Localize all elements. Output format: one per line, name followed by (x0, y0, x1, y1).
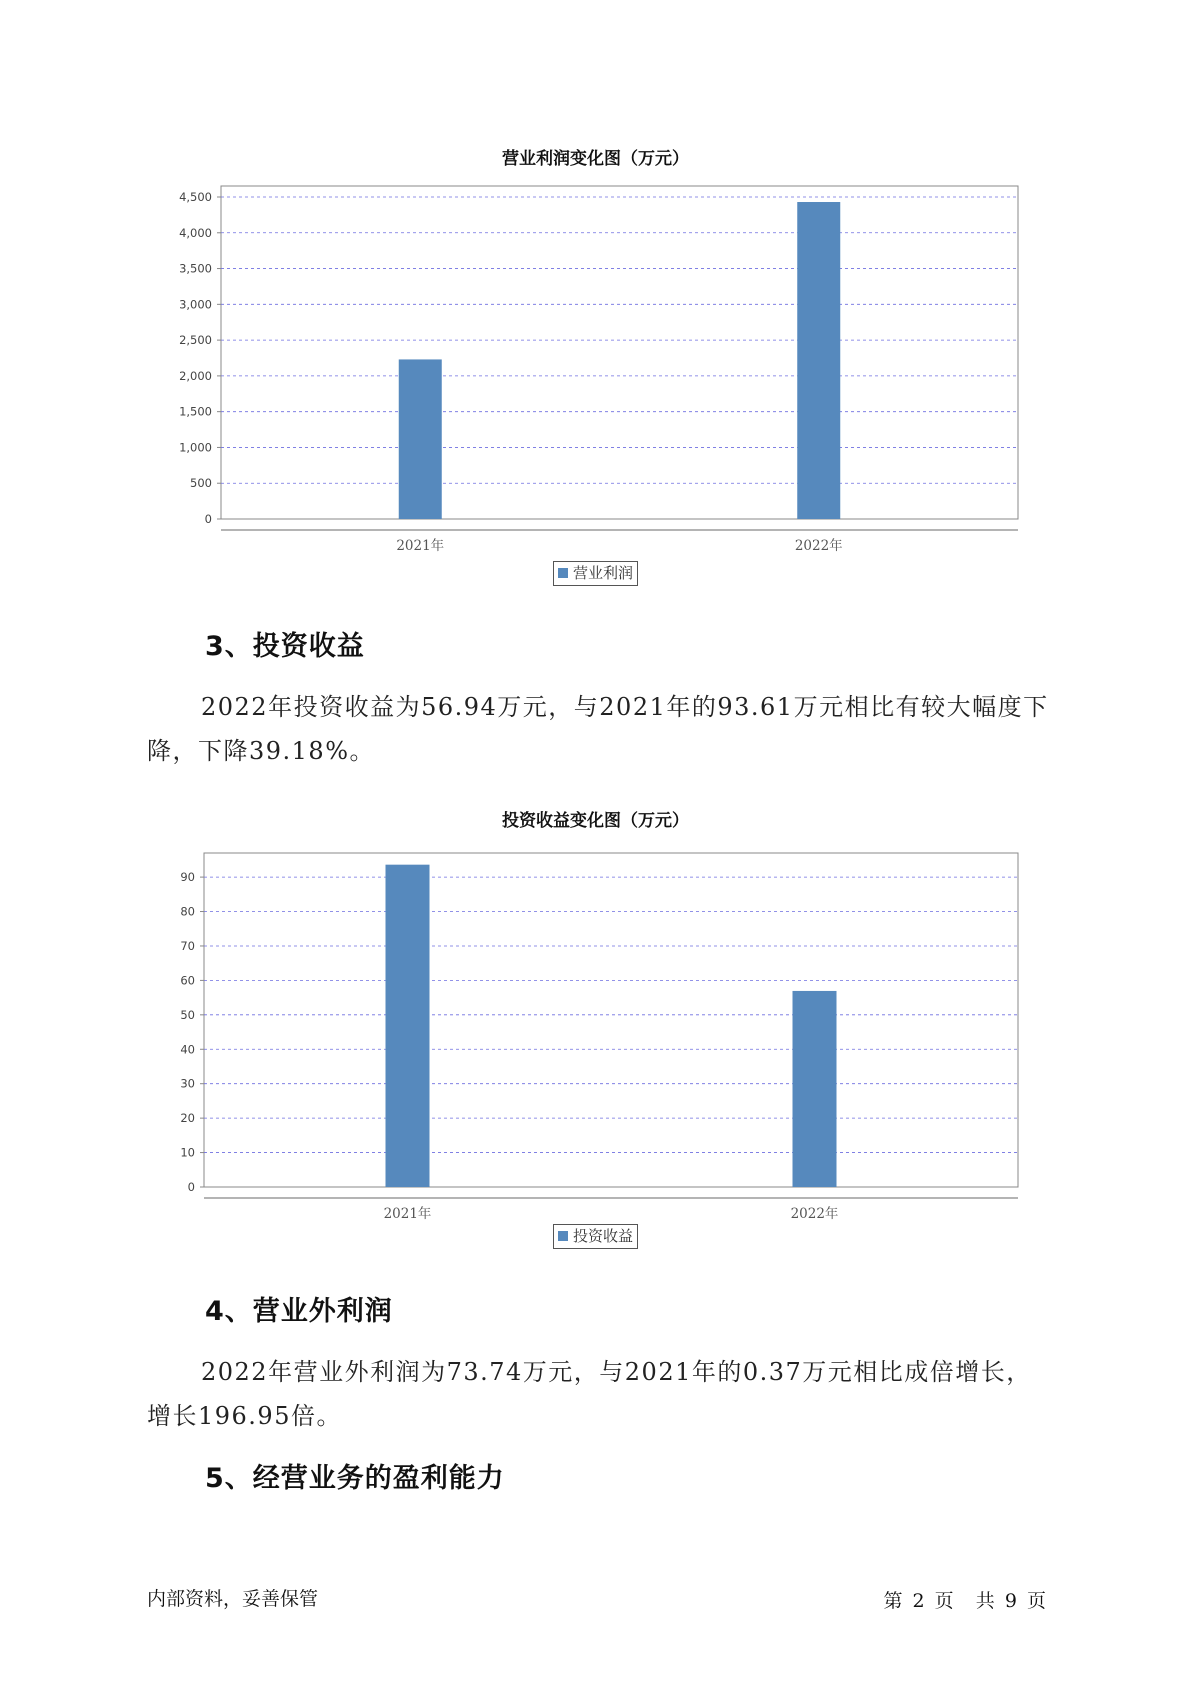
y-tick-label: 60 (180, 973, 195, 988)
y-tick-label: 90 (180, 870, 195, 885)
y-tick-label: 3,000 (179, 297, 212, 312)
section-3-heading: 3、投资收益 (205, 631, 365, 662)
bar-2021年 (386, 865, 430, 1187)
section-4-heading: 4、营业外利润 (205, 1296, 393, 1327)
page-prefix: 第 (883, 1590, 903, 1612)
y-tick-label: 10 (180, 1145, 195, 1160)
total-prefix: 共 (975, 1590, 995, 1612)
page-unit: 页 (934, 1590, 954, 1612)
chart1-title: 营业利润变化图（万元） (502, 149, 689, 169)
total-pages: 9 (1004, 1590, 1017, 1612)
section-4-paragraph: 2022年营业外利润为73.74万元，与2021年的0.37万元相比成倍增长，增长196.95倍。 (147, 1358, 1032, 1430)
y-tick-label: 0 (204, 512, 212, 526)
bar-2022年 (793, 991, 837, 1187)
chart2-title: 投资收益变化图（万元） (502, 811, 689, 831)
plot-area (204, 853, 1018, 1187)
y-tick-label: 1,000 (179, 440, 212, 455)
x-tick-label: 2021年 (396, 538, 445, 554)
section-5-heading: 5、经营业务的盈利能力 (205, 1463, 505, 1494)
y-tick-label: 1,500 (179, 404, 212, 419)
section-3-paragraph: 2022年投资收益为56.94万元，与2021年的93.61万元相比有较大幅度下降，下降39.18%。 (147, 693, 1049, 765)
total-unit: 页 (1026, 1590, 1046, 1612)
chart2-legend (553, 1224, 638, 1249)
y-tick-label: 0 (187, 1180, 195, 1194)
y-tick-label: 500 (190, 476, 212, 491)
y-tick-label: 4,500 (179, 190, 212, 204)
x-tick-label: 2022年 (794, 538, 843, 554)
x-tick-label: 2021年 (383, 1206, 432, 1222)
y-tick-label: 2,500 (179, 333, 212, 348)
footer-confidential-note: 内部资料，妥善保管 (147, 1588, 319, 1610)
chart2-legend-label: 投资收益 (573, 1227, 634, 1245)
y-tick-label: 4,000 (179, 225, 212, 240)
page-number: 2 (912, 1590, 925, 1612)
footer-page-indicator (881, 1586, 1048, 1613)
y-tick-label: 40 (180, 1042, 195, 1057)
y-tick-label: 2,000 (179, 368, 212, 383)
legend-swatch (558, 1231, 568, 1241)
chart1-legend-label: 营业利润 (573, 564, 634, 582)
y-tick-label: 20 (180, 1111, 195, 1126)
y-tick-label: 30 (180, 1076, 195, 1091)
y-tick-label: 3,500 (179, 261, 212, 276)
y-tick-label: 70 (180, 938, 195, 953)
y-tick-label: 80 (180, 904, 195, 919)
x-tick-label: 2022年 (790, 1206, 839, 1222)
y-tick-label: 50 (180, 1007, 195, 1022)
